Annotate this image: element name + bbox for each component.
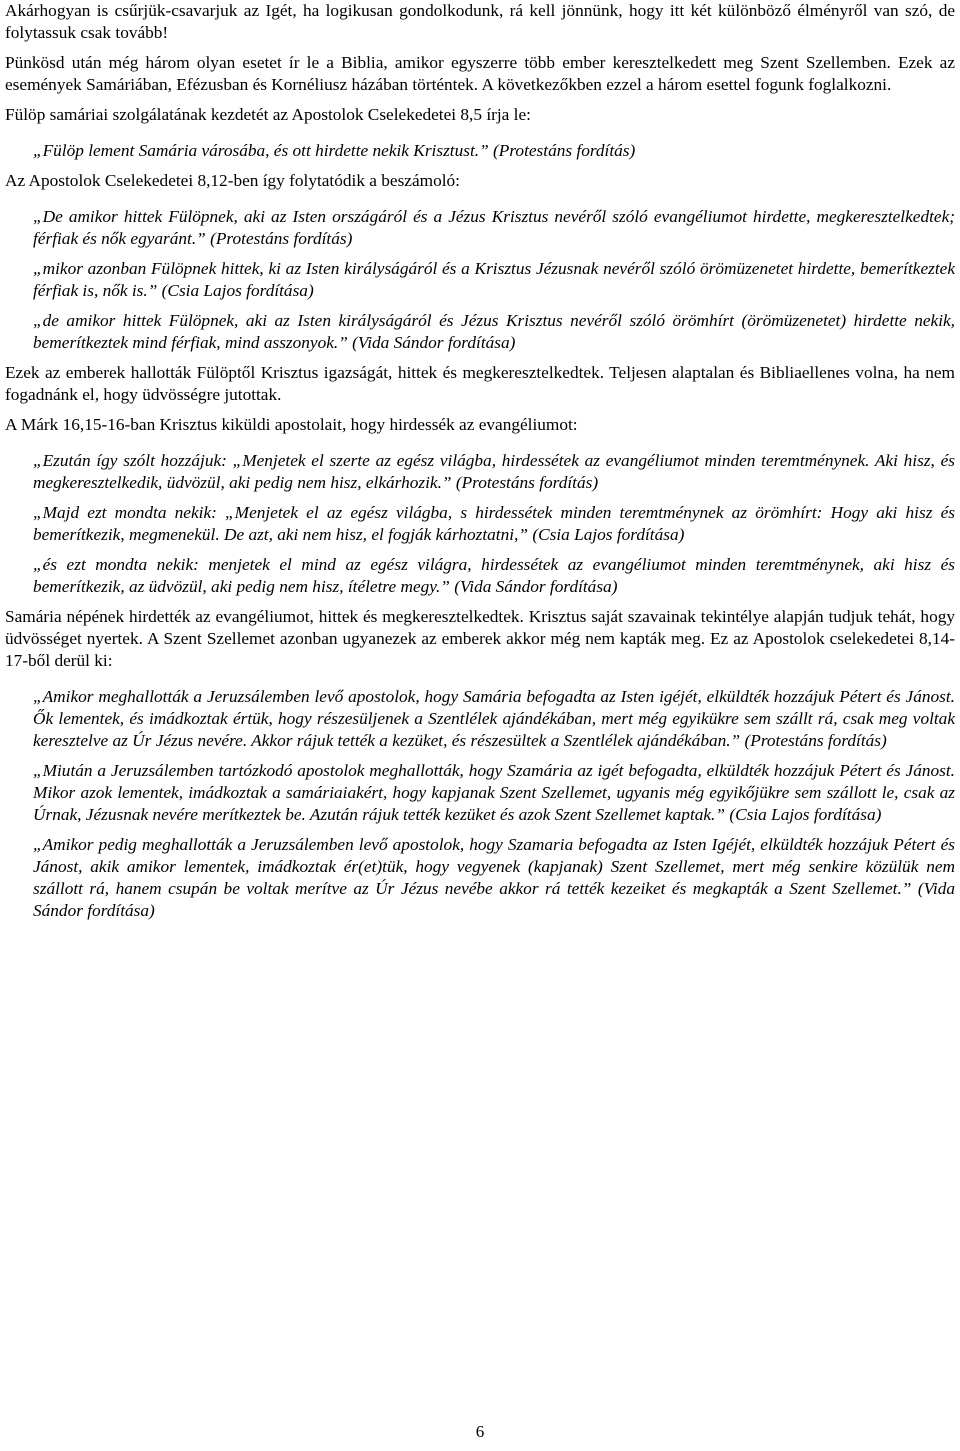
paragraph: Az Apostolok Cselekedetei 8,12-ben így folytatódik a beszámoló: [5,171,460,190]
translation-source: (Protestáns fordítás) [744,731,887,750]
translation-source: (Protestáns fordítás) [493,141,636,160]
quote-text: „Majd ezt mondta nekik: „Menjetek el az egész világba, s hirdessétek minden teremtménynek az örömhírt: Hogy aki hisz és bemerítkezik, megmenekül. De azt, aki nem hisz, el fogják kárhoztatni,” [33,503,955,544]
paragraph: Pünkösd után még három olyan esetet ír le a Biblia, amikor egyszerre több ember keresztelkedett meg Szent Szellemben. Ezek az események Samáriában, Efézusban és Kornéliusz házában történtek. A következőkben ezzel a három esettel fogunk foglalkozni. [5,53,955,94]
quote-text: „Amikor meghallották a Jeruzsálemben levő apostolok, hogy Samária befogadta az Isten igéjét, elküldték hozzájuk Pétert és Jánost. Ők lementek, és imádkoztak értük, hogy részesüljenek a Szentlélek ajándékában, mert még egyikükre sem szállt rá, csak meg voltak keresztelve az Úr Jézus nevére. Akkor rájuk tették a kezüket, és részesültek a Szentlélek ajándékában.” [33,687,955,750]
translation-source: (Csia Lajos fordítása) [161,281,314,300]
quote-text: „Amikor pedig meghallották a Jeruzsálemben levő apostolok, hogy Szamaria befogadta az Isten Igéjét, elküldték hozzájuk Pétert és Jánost, akik amikor lementek, imádkoztak ér(et)tük, hogy vegyenek (kapjanak) Szent Szellemet, mert még senkire közülük nem szállott rá, hanem csupán be voltak merítve az Úr Jézus nevébe akkor rá tették kezeiket és megkapták a Szent Szellemet.” [33,835,955,898]
bible-quote [5,686,955,752]
paragraph: Fülöp samáriai szolgálatának kezdetét az Apostolok Cselekedetei 8,5 írja le: [5,105,531,124]
paragraph: A Márk 16,15-16-ban Krisztus kiküldi apostolait, hogy hirdessék az evangéliumot: [5,415,578,434]
translation-source: (Csia Lajos fordítása) [729,805,882,824]
quote-text: „De amikor hittek Fülöpnek, aki az Isten országáról és a Jézus Krisztus nevéről szóló evangéliumot hirdette, megkeresztelkedtek; férfiak és nők egyaránt.” [33,207,955,248]
bible-quote [5,502,955,546]
quote-text: „de amikor hittek Fülöpnek, aki az Isten királyságáról és Jézus Krisztus nevéről szóló örömhírt (örömüzenetet) hirdette nekik, bemerítkeztek mind férfiak, mind asszonyok.” [33,311,955,352]
bible-quote [5,310,955,354]
translation-source: (Protestáns fordítás) [210,229,353,248]
bible-quote [5,258,955,302]
translation-source: (Vida Sándor fordítása) [454,577,618,596]
paragraph: Samária népének hirdették az evangéliumot, hittek és megkeresztelkedtek. Krisztus saját szavainak tekintélye alapján tudjuk tehát, hogy üdvösséget nyertek. A Szent Szellemet azonban ugyanezek az emberek akkor még nem kapták meg. Ez az Apostolok cselekedetei 8,14-17-ből derül ki: [5,607,955,670]
translation-source: (Vida Sándor fordítása) [33,879,955,920]
quote-text: „mikor azonban Fülöpnek hittek, ki az Isten királyságáról és a Krisztus Jézusnak nevéről szóló örömüzenetet hirdette, bemerítkeztek férfiak is, nők is.” [33,259,955,300]
bible-quote [5,760,955,826]
document-body [5,0,955,930]
quote-text: „Fülöp lement Samária városába, és ott hirdette nekik Krisztust.” [33,141,489,160]
paragraph: Akárhogyan is csűrjük-csavarjuk az Igét, ha logikusan gondolkodunk, rá kell jönnünk, hogy itt két különböző élményről van szó, de folytassuk csak tovább! [5,1,955,42]
bible-quote [5,834,955,922]
bible-quote [5,554,955,598]
bible-quote [5,450,955,494]
translation-source: (Protestáns fordítás) [455,473,599,492]
bible-quote [5,140,955,162]
paragraph: Ezek az emberek hallották Fülöptől Krisztus igazságát, hittek és megkeresztelkedtek. Teljesen alaptalan és Bibliaellenes volna, ha nem fogadnánk el, hogy üdvösségre jutottak. [5,363,955,404]
quote-text: „és ezt mondta nekik: menjetek el mind az egész világra, hirdessétek az evangéliumot minden teremtménynek, aki hisz és bemerítkezik, az üdvözül, aki pedig nem hisz, ítéletre megy.” [33,555,955,596]
translation-source: (Csia Lajos fordítása) [532,525,685,544]
quote-text: „Ezután így szólt hozzájuk: „Menjetek el szerte az egész világba, hirdessétek az evangéliumot minden teremtménynek. Aki hisz, és megkeresztelkedik, üdvözül, aki pedig nem hisz, elkárhozik.” [33,451,955,492]
bible-quote [5,206,955,250]
quote-text: „Miután a Jeruzsálemben tartózkodó apostolok meghallották, hogy Szamária az igét befogadta, elküldték hozzájuk Pétert és Jánost. Mikor azok lementek, imádkoztak a samáriaiakért, hogy kapjanak Szent Szellemet, ugyanis még egyikőjükre sem szállott le, csak az Úrnak, Jézusnak nevére merítkeztek be. Azután rájuk tették kezüket és azok Szent Szellemet kaptak.” [33,761,955,824]
page-number: 6 [475,1422,485,1441]
translation-source: (Vida Sándor fordítása) [352,333,516,352]
